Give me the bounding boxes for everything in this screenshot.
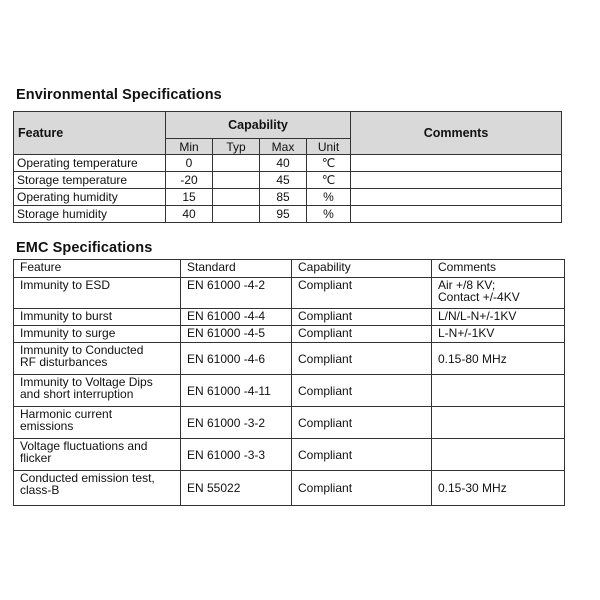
env-cell-comments [351,206,562,223]
emc-feature-line: Harmonic current [20,407,113,421]
env-table-row [14,155,562,172]
emc-feature-line: Immunity to surge [20,326,116,340]
emc-feature-line: RF disturbances [20,355,108,369]
emc-cell-comments [432,471,565,506]
env-cell-feature: Storage temperature [14,172,166,189]
env-cell-unit: ℃ [307,172,351,189]
env-cell-typ [213,155,260,172]
emc-cell-feature [14,343,181,375]
env-header-comments: Comments [351,112,562,155]
emc-cell-standard: EN 61000 -3-2 [181,407,292,439]
env-cell-max: 95 [260,206,307,223]
emc-comment-line: Air +/8 KV; [438,278,496,292]
emc-cell-capability: Compliant [292,439,432,471]
emc-table-row [14,309,565,326]
env-table-row [14,189,562,206]
emc-header-standard: Standard [181,260,292,278]
emc-feature-line: and short interruption [20,387,134,401]
emc-feature-line: Immunity to Voltage Dips [20,375,153,389]
env-subheader-min: Min [166,139,213,155]
env-header-row [14,112,562,139]
emc-header-comments: Comments [432,260,565,278]
emc-comment-line: 0.15-30 MHz [438,481,507,495]
emc-cell-standard: EN 61000 -4-11 [181,375,292,407]
emc-cell-capability: Compliant [292,343,432,375]
emc-cell-standard: EN 61000 -3-3 [181,439,292,471]
env-cell-min: 40 [166,206,213,223]
emc-header-row [14,260,565,278]
env-cell-min: 15 [166,189,213,206]
environmental-specs-title: Environmental Specifications [16,87,222,103]
emc-feature-line: Immunity to Conducted [20,343,144,357]
env-subheader-max: Max [260,139,307,155]
emc-cell-standard: EN 61000 -4-4 [181,309,292,326]
emc-cell-capability: Compliant [292,326,432,343]
emc-cell-comments [432,439,565,471]
env-cell-max: 45 [260,172,307,189]
env-subheader-unit: Unit [307,139,351,155]
emc-cell-capability: Compliant [292,278,432,309]
emc-cell-feature [14,309,181,326]
emc-feature-line: class-B [20,483,60,497]
emc-feature-line: Voltage fluctuations and [20,439,148,453]
env-cell-feature: Storage humidity [14,206,166,223]
emc-header-feature: Feature [14,260,181,278]
emc-cell-comments [432,278,565,309]
environmental-specs-table [13,111,562,223]
emc-comment-line: Contact +/-4KV [438,290,520,304]
emc-feature-line: flicker [20,451,52,465]
emc-table-row [14,326,565,343]
emc-header-capability: Capability [292,260,432,278]
env-cell-unit: % [307,206,351,223]
env-cell-comments [351,155,562,172]
emc-comment-line: L/N/L-N+/-1KV [438,309,517,323]
env-table-row [14,172,562,189]
env-cell-comments [351,172,562,189]
env-subheader-typ: Typ [213,139,260,155]
emc-feature-line: Conducted emission test, [20,471,155,485]
emc-cell-feature [14,471,181,506]
emc-feature-line: emissions [20,419,74,433]
env-cell-comments [351,189,562,206]
emc-table-row [14,343,565,375]
emc-cell-capability: Compliant [292,309,432,326]
env-cell-feature: Operating temperature [14,155,166,172]
emc-cell-standard: EN 55022 [181,471,292,506]
emc-cell-feature [14,375,181,407]
emc-cell-capability: Compliant [292,375,432,407]
emc-specs-table [13,259,565,506]
env-cell-typ [213,206,260,223]
emc-comment-line: 0.15-80 MHz [438,351,507,366]
env-cell-min: -20 [166,172,213,189]
emc-cell-feature [14,326,181,343]
emc-cell-capability: Compliant [292,471,432,506]
env-cell-unit: % [307,189,351,206]
env-cell-min: 0 [166,155,213,172]
emc-table-row [14,407,565,439]
emc-cell-capability: Compliant [292,407,432,439]
emc-table-row [14,375,565,407]
emc-cell-comments [432,375,565,407]
emc-cell-comments [432,309,565,326]
emc-cell-feature [14,407,181,439]
env-cell-max: 40 [260,155,307,172]
emc-cell-comments [432,407,565,439]
emc-cell-feature [14,439,181,471]
emc-table-row [14,278,565,309]
env-cell-max: 85 [260,189,307,206]
emc-feature-line: Immunity to burst [20,309,113,323]
env-cell-feature: Operating humidity [14,189,166,206]
emc-cell-standard: EN 61000 -4-2 [181,278,292,309]
env-cell-unit: ℃ [307,155,351,172]
emc-feature-line: Immunity to ESD [20,278,111,292]
emc-cell-comments [432,343,565,375]
emc-cell-standard: EN 61000 -4-5 [181,326,292,343]
env-header-feature: Feature [14,112,166,155]
emc-comment-line: L-N+/-1KV [438,326,495,340]
emc-cell-standard: EN 61000 -4-6 [181,343,292,375]
env-cell-typ [213,189,260,206]
emc-specs-title: EMC Specifications [16,240,153,256]
emc-cell-comments [432,326,565,343]
emc-table-row [14,439,565,471]
env-cell-typ [213,172,260,189]
emc-table-row [14,471,565,506]
env-table-row [14,206,562,223]
emc-cell-feature [14,278,181,309]
env-header-capability: Capability [166,112,351,139]
